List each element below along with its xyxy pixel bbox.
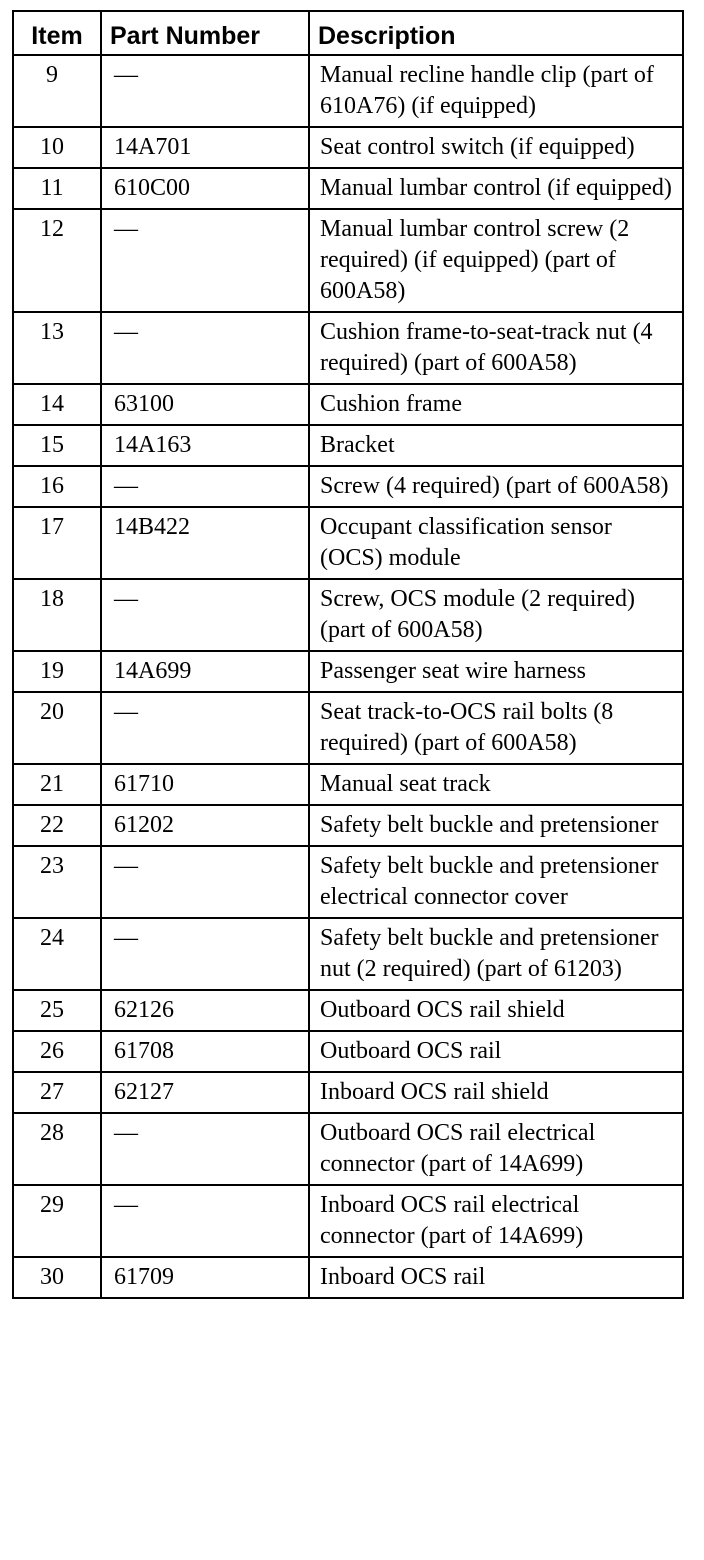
table-row — [13, 1113, 683, 1185]
cell-description: Cushion frame-to-seat-track nut (4 required) (part of 600A58) — [309, 312, 683, 384]
cell-item: 15 — [13, 425, 101, 466]
cell-item: 24 — [13, 918, 101, 990]
cell-item: 22 — [13, 805, 101, 846]
cell-part-number: 63100 — [101, 384, 309, 425]
table-row — [13, 990, 683, 1031]
table-row — [13, 579, 683, 651]
cell-item: 23 — [13, 846, 101, 918]
cell-part-number: 14A163 — [101, 425, 309, 466]
cell-item: 25 — [13, 990, 101, 1031]
table-row — [13, 1185, 683, 1257]
cell-part-number: 62127 — [101, 1072, 309, 1113]
cell-description: Manual seat track — [309, 764, 683, 805]
table-row — [13, 507, 683, 579]
header-row — [13, 11, 683, 55]
cell-description: Inboard OCS rail electrical connector (part of 14A699) — [309, 1185, 683, 1257]
cell-part-number: — — [101, 209, 309, 312]
cell-item: 10 — [13, 127, 101, 168]
table-row — [13, 168, 683, 209]
header-description: Description — [309, 11, 683, 55]
cell-item: 19 — [13, 651, 101, 692]
cell-description: Inboard OCS rail — [309, 1257, 683, 1298]
table-row — [13, 1072, 683, 1113]
cell-part-number: 610C00 — [101, 168, 309, 209]
cell-item: 18 — [13, 579, 101, 651]
cell-part-number: 14A701 — [101, 127, 309, 168]
table-row — [13, 846, 683, 918]
table-row — [13, 764, 683, 805]
cell-item: 16 — [13, 466, 101, 507]
cell-item: 20 — [13, 692, 101, 764]
cell-part-number: 61708 — [101, 1031, 309, 1072]
cell-part-number: — — [101, 846, 309, 918]
cell-description: Occupant classification sensor (OCS) module — [309, 507, 683, 579]
cell-part-number: — — [101, 918, 309, 990]
cell-description: Manual lumbar control screw (2 required) (if equipped) (part of 600A58) — [309, 209, 683, 312]
cell-item: 30 — [13, 1257, 101, 1298]
cell-part-number: 62126 — [101, 990, 309, 1031]
table-row — [13, 55, 683, 127]
cell-description: Outboard OCS rail shield — [309, 990, 683, 1031]
parts-table — [12, 10, 684, 1299]
cell-part-number: — — [101, 55, 309, 127]
cell-description: Passenger seat wire harness — [309, 651, 683, 692]
cell-description: Seat track-to-OCS rail bolts (8 required) (part of 600A58) — [309, 692, 683, 764]
table-row — [13, 312, 683, 384]
cell-item: 12 — [13, 209, 101, 312]
cell-description: Bracket — [309, 425, 683, 466]
cell-description: Screw, OCS module (2 required) (part of 600A58) — [309, 579, 683, 651]
cell-description: Screw (4 required) (part of 600A58) — [309, 466, 683, 507]
cell-description: Outboard OCS rail — [309, 1031, 683, 1072]
table-row — [13, 805, 683, 846]
table-row — [13, 384, 683, 425]
cell-part-number: — — [101, 312, 309, 384]
table-row — [13, 209, 683, 312]
cell-part-number: 61710 — [101, 764, 309, 805]
cell-item: 21 — [13, 764, 101, 805]
table-row — [13, 918, 683, 990]
cell-part-number: 61202 — [101, 805, 309, 846]
table-row — [13, 466, 683, 507]
cell-part-number: — — [101, 1113, 309, 1185]
cell-part-number: 14A699 — [101, 651, 309, 692]
cell-description: Safety belt buckle and pretensioner — [309, 805, 683, 846]
cell-description: Cushion frame — [309, 384, 683, 425]
cell-item: 9 — [13, 55, 101, 127]
cell-part-number: — — [101, 692, 309, 764]
cell-part-number: — — [101, 579, 309, 651]
cell-description: Safety belt buckle and pretensioner electrical connector cover — [309, 846, 683, 918]
cell-part-number: 14B422 — [101, 507, 309, 579]
cell-item: 17 — [13, 507, 101, 579]
cell-part-number: 61709 — [101, 1257, 309, 1298]
cell-item: 13 — [13, 312, 101, 384]
cell-item: 28 — [13, 1113, 101, 1185]
table-row — [13, 651, 683, 692]
cell-description: Seat control switch (if equipped) — [309, 127, 683, 168]
table-row — [13, 425, 683, 466]
cell-part-number: — — [101, 466, 309, 507]
header-item: Item — [13, 11, 101, 55]
cell-description: Outboard OCS rail electrical connector (part of 14A699) — [309, 1113, 683, 1185]
cell-part-number: — — [101, 1185, 309, 1257]
cell-item: 27 — [13, 1072, 101, 1113]
table-row — [13, 1257, 683, 1298]
cell-description: Safety belt buckle and pretensioner nut (2 required) (part of 61203) — [309, 918, 683, 990]
cell-item: 26 — [13, 1031, 101, 1072]
cell-description: Manual lumbar control (if equipped) — [309, 168, 683, 209]
cell-description: Inboard OCS rail shield — [309, 1072, 683, 1113]
cell-item: 14 — [13, 384, 101, 425]
cell-item: 11 — [13, 168, 101, 209]
table-row — [13, 127, 683, 168]
header-part-number: Part Number — [101, 11, 309, 55]
cell-item: 29 — [13, 1185, 101, 1257]
table-row — [13, 692, 683, 764]
table-row — [13, 1031, 683, 1072]
cell-description: Manual recline handle clip (part of 610A76) (if equipped) — [309, 55, 683, 127]
